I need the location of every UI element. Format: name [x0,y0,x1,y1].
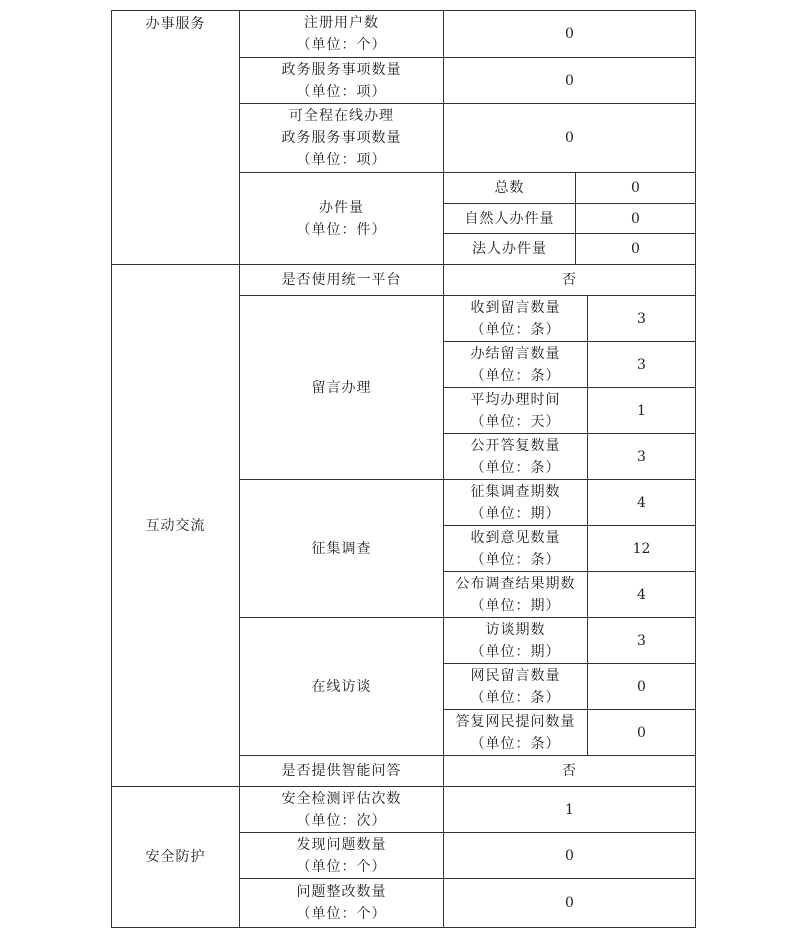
value-registered-users: 0 [443,10,696,58]
value-case-natural-person: 0 [575,203,696,234]
value-messages-closed: 3 [587,341,696,388]
value-netizen-questions-answered: 0 [587,709,696,756]
label-messages-received: 收到留言数量 （单位：条） [443,295,588,342]
value-issues-found: 0 [443,832,696,879]
value-issues-fixed: 0 [443,878,696,928]
label-case-total: 总数 [443,172,576,204]
label-survey-results-published: 公布调查结果期数 （单位：期） [443,571,588,618]
value-smart-qa: 否 [443,755,696,787]
label-case-natural-person: 自然人办件量 [443,203,576,234]
label-messages-closed: 办结留言数量 （单位：条） [443,341,588,388]
label-netizen-questions-answered: 答复网民提问数量 （单位：条） [443,709,588,756]
label-case-legal-person: 法人办件量 [443,233,576,265]
value-unified-platform: 否 [443,264,696,296]
value-public-replies: 3 [587,433,696,480]
value-survey-results-published: 4 [587,571,696,618]
label-survey: 征集调查 [239,479,444,618]
value-netizen-messages: 0 [587,663,696,710]
label-public-replies: 公开答复数量 （单位：条） [443,433,588,480]
label-registered-users: 注册用户数 （单位：个） [239,10,444,58]
label-issues-found: 发现问题数量 （单位：个） [239,832,444,879]
value-case-total: 0 [575,172,696,204]
value-opinions-received: 12 [587,525,696,572]
category-security: 安全防护 [111,786,240,928]
value-messages-received: 3 [587,295,696,342]
label-smart-qa: 是否提供智能问答 [239,755,444,787]
label-online-service-items: 可全程在线办理 政务服务事项数量 （单位：项） [239,103,444,173]
label-issues-fixed: 问题整改数量 （单位：个） [239,878,444,928]
label-interview-periods: 访谈期数 （单位：期） [443,617,588,664]
label-unified-platform: 是否使用统一平台 [239,264,444,296]
value-case-legal-person: 0 [575,233,696,265]
label-service-items: 政务服务事项数量 （单位：项） [239,57,444,104]
label-case-volume: 办件量 （单位：件） [239,172,444,265]
label-opinions-received: 收到意见数量 （单位：条） [443,525,588,572]
category-interaction: 互动交流 [111,264,240,787]
value-security-assessments: 1 [443,786,696,833]
value-average-handling-time: 1 [587,387,696,434]
value-online-service-items: 0 [443,103,696,173]
label-online-interview: 在线访谈 [239,617,444,756]
label-average-handling-time: 平均办理时间 （单位：天） [443,387,588,434]
label-security-assessments: 安全检测评估次数 （单位：次） [239,786,444,833]
category-service: 办事服务 [111,10,240,265]
value-interview-periods: 3 [587,617,696,664]
value-service-items: 0 [443,57,696,104]
value-survey-periods: 4 [587,479,696,526]
label-survey-periods: 征集调查期数 （单位：期） [443,479,588,526]
label-netizen-messages: 网民留言数量 （单位：条） [443,663,588,710]
label-message-handling: 留言办理 [239,295,444,480]
